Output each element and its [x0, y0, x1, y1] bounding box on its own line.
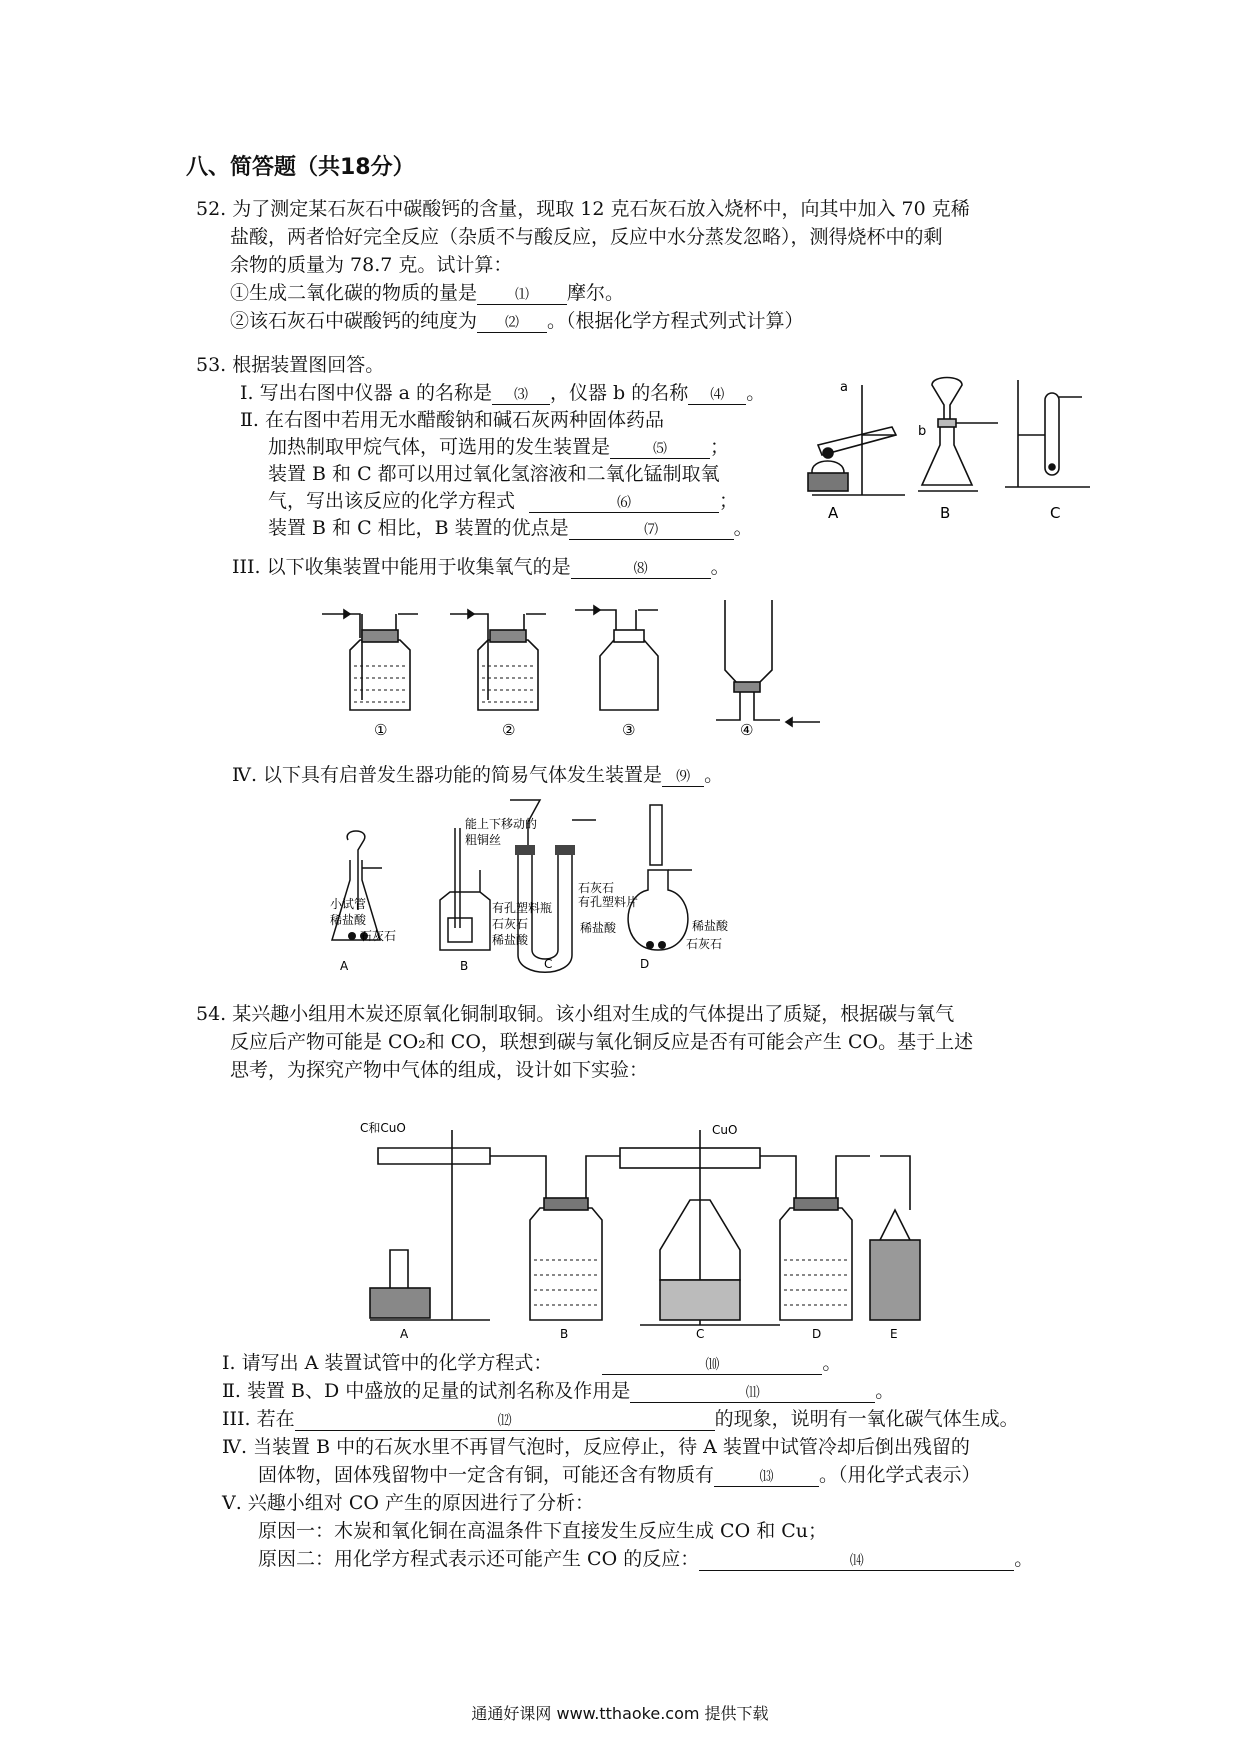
q54-part1	[222, 1352, 841, 1375]
q53-part4	[232, 764, 723, 787]
kipp-c-plate-label: 有孔塑料片	[578, 895, 639, 909]
kipp-b-bottle-label: 有孔塑料瓶	[492, 901, 553, 915]
combustion-tube-c	[620, 1148, 760, 1168]
q54-part3	[222, 1408, 1019, 1431]
kipp-d-acid-label: 稀盐酸	[692, 919, 729, 933]
label-bottle-1: ①	[374, 721, 388, 739]
answer-blank-12[interactable]: ⑿	[295, 1413, 715, 1431]
label-bottle-2: ②	[502, 721, 516, 739]
answer-blank-2[interactable]: ⑵	[477, 315, 547, 333]
answer-blank-10[interactable]: ⑽	[602, 1357, 822, 1375]
answer-blank-3[interactable]: ⑶	[492, 387, 550, 405]
q53-part2-l4	[268, 490, 738, 513]
kipp-a-tube-label: 小试管	[330, 897, 367, 911]
q53-part1-end: 。	[746, 382, 766, 404]
q52-sub2-text: ②该石灰石中碳酸钙的纯度为	[230, 310, 478, 332]
answer-blank-5[interactable]: ⑸	[610, 441, 710, 459]
label-exp-d: D	[812, 1327, 822, 1341]
bottle-1	[350, 640, 410, 710]
q54-part1-text: Ⅰ. 请写出 A 装置试管中的化学方程式：	[222, 1352, 553, 1374]
q54-part1-end: 。	[822, 1352, 842, 1374]
label-b: b	[918, 424, 927, 439]
label-exp-e: E	[890, 1327, 898, 1341]
q54-part2-text: Ⅱ. 装置 B、D 中盛放的足量的试剂名称及作用是	[222, 1380, 631, 1402]
wash-bottle-d	[780, 1208, 852, 1320]
kipp-b-wire-label-2: 粗铜丝	[465, 833, 502, 847]
answer-blank-13[interactable]: ⒀	[714, 1469, 819, 1487]
q54-part5-l1: Ⅴ. 兴趣小组对 CO 产生的原因进行了分析：	[222, 1492, 594, 1514]
q52-sub1-unit: 摩尔。	[567, 282, 625, 304]
answer-blank-14[interactable]: ⒁	[699, 1553, 1014, 1571]
q54-part5-l3	[258, 1548, 1033, 1571]
q53-part4-end: 。	[704, 764, 724, 786]
label-apparatus-c: C	[1050, 504, 1061, 522]
q54-part2	[222, 1380, 894, 1403]
q53-part3-end: 。	[710, 556, 730, 578]
section-title: 八、简答题（共18分）	[186, 155, 415, 180]
answer-blank-9[interactable]: ⑼	[662, 769, 704, 787]
bottle-3	[600, 640, 658, 710]
q53-part2-l3: 装置 B 和 C 都可以用过氧化氢溶液和二氧化锰制取氧	[268, 463, 720, 485]
q53-part2-l5-text: 装置 B 和 C 相比，B 装置的优点是	[268, 517, 569, 539]
q53-part2-l2-text: 加热制取甲烷气体，可选用的发生装置是	[268, 436, 611, 458]
test-tube-c	[1045, 393, 1059, 475]
q53-part1-text: Ⅰ. 写出右图中仪器 a 的名称是	[240, 382, 492, 404]
label-exp-c: C	[696, 1327, 705, 1341]
alcohol-lamp-a	[812, 461, 844, 473]
q52-line-1: 52. 为了测定某石灰石中碳酸钙的含量，现取 12 克石灰石放入烧杯中，向其中加入 70 克稀	[196, 198, 970, 220]
q53-part2-l4-text: 气，写出该反应的化学方程式	[268, 490, 516, 512]
label-exp-a: A	[400, 1327, 409, 1341]
figure-apparatus-abc	[800, 375, 1100, 525]
alcohol-lamp-base-a	[808, 473, 848, 491]
answer-blank-7[interactable]: ⑺	[569, 522, 734, 540]
q54-part4-l1: Ⅳ. 当装置 B 中的石灰水里不再冒气泡时，反应停止，待 A 装置中试管冷却后倒出残留的	[222, 1436, 970, 1458]
dropping-funnel-b	[932, 378, 962, 426]
q54-line-3: 思考，为探究产物中气体的组成，设计如下实验：	[230, 1059, 649, 1081]
q53-part2-l2	[268, 436, 729, 459]
q53-head: 53. 根据装置图回答。	[196, 354, 385, 376]
alcohol-lamp-a	[370, 1288, 430, 1318]
answer-blank-4[interactable]: ⑷	[688, 387, 746, 405]
q54-part5-end: 。	[1014, 1548, 1034, 1570]
kipp-label-d: D	[640, 957, 650, 971]
q54-part4-end: 。（用化学式表示）	[819, 1464, 981, 1486]
kipp-a-stone-label: 石灰石	[360, 929, 397, 943]
answer-blank-11[interactable]: ⑾	[630, 1385, 875, 1403]
bottle-2	[478, 640, 538, 710]
flask-round-d	[628, 870, 688, 950]
q53-part2-l5	[268, 517, 753, 540]
q53-part1-mid: ，仪器 b 的名称	[550, 382, 689, 404]
kipp-a-acid-label: 稀盐酸	[330, 913, 367, 927]
q52-sub2-tail: 。（根据化学方程式列式计算）	[547, 310, 804, 332]
answer-blank-6[interactable]: ⑹	[529, 495, 719, 513]
q52-line-5	[230, 310, 804, 333]
kipp-label-a: A	[340, 959, 349, 973]
figure-kipp-generators	[320, 800, 800, 985]
q54-line-1: 54. 某兴趣小组用木炭还原氧化铜制取铜。该小组对生成的气体提出了质疑，根据碳与氧气	[196, 1003, 955, 1025]
kipp-c-stone-label: 石灰石	[578, 881, 615, 895]
q52-line-3: 余物的质量为 78.7 克。试计算：	[230, 254, 513, 276]
q53-part3-text: III. 以下收集装置中能用于收集氧气的是	[232, 556, 571, 578]
kipp-c-acid-label: 稀盐酸	[580, 921, 617, 935]
q53-part1	[240, 382, 765, 405]
q53-part4-text: Ⅳ. 以下具有启普发生器功能的简易气体发生装置是	[232, 764, 663, 786]
kipp-b-stone-label: 石灰石	[492, 917, 529, 931]
q53-part2-l2-end: ；	[710, 436, 730, 458]
label-bottle-3: ③	[622, 721, 636, 739]
kipp-label-b: B	[460, 959, 469, 973]
kipp-b-acid-label: 稀盐酸	[492, 933, 529, 947]
q53-part2-l5-end: 。	[733, 517, 753, 539]
syringe-d	[650, 805, 662, 865]
figure-experiment-ae	[360, 1120, 920, 1340]
q54-part4-l2	[258, 1464, 981, 1487]
label-apparatus-a: A	[828, 504, 839, 522]
figure-collection-bottles	[320, 600, 820, 740]
label-apparatus-b: B	[940, 504, 951, 522]
label-cuo: CuO	[712, 1123, 738, 1137]
q54-part3-text: III. 若在	[222, 1408, 295, 1430]
wash-bottle-b	[530, 1208, 602, 1320]
bottle-4	[725, 600, 772, 684]
q53-part2-l4-end: ；	[719, 490, 739, 512]
label-bottle-4: ④	[740, 721, 754, 739]
test-tube-a	[378, 1148, 490, 1164]
q54-part5-l2: 原因一：木炭和氧化铜在高温条件下直接发生反应生成 CO 和 Cu；	[258, 1520, 828, 1542]
q52-sub1-text: ①生成二氧化碳的物质的量是	[230, 282, 478, 304]
flask-b	[922, 425, 972, 485]
label-a: a	[840, 380, 848, 395]
q54-part2-end: 。	[875, 1380, 895, 1402]
footer: 通通好课网 www.tthaoke.com 提供下载	[471, 1704, 769, 1723]
flame-burner-e	[880, 1156, 910, 1240]
label-exp-b: B	[560, 1327, 569, 1341]
q54-part5-text: 原因二：用化学方程式表示还可能产生 CO 的反应：	[258, 1548, 700, 1570]
answer-blank-8[interactable]: ⑻	[571, 561, 711, 579]
q52-line-4	[230, 282, 624, 305]
kipp-label-c: C	[544, 957, 553, 971]
kipp-b-wire-label-1: 能上下移动的	[465, 817, 538, 831]
q54-part4-text: 固体物，固体残留物中一定含有铜，可能还含有物质有	[258, 1464, 715, 1486]
q54-part3-end: 的现象，说明有一氧化碳气体生成。	[714, 1408, 1019, 1430]
label-c-and-cuo: C和CuO	[360, 1121, 406, 1135]
answer-blank-1[interactable]: ⑴	[477, 287, 567, 305]
q53-part3	[232, 556, 730, 579]
q53-part2-l1: Ⅱ. 在右图中若用无水醋酸钠和碱石灰两种固体药品	[240, 409, 664, 431]
kipp-d-stone-label: 石灰石	[686, 937, 723, 951]
q52-line-2: 盐酸，两者恰好完全反应（杂质不与酸反应，反应中水分蒸发忽略），测得烧杯中的剩	[230, 226, 943, 248]
q54-line-2: 反应后产物可能是 CO₂和 CO，联想到碳与氧化铜反应是否有可能会产生 CO。基于上述	[230, 1031, 974, 1053]
